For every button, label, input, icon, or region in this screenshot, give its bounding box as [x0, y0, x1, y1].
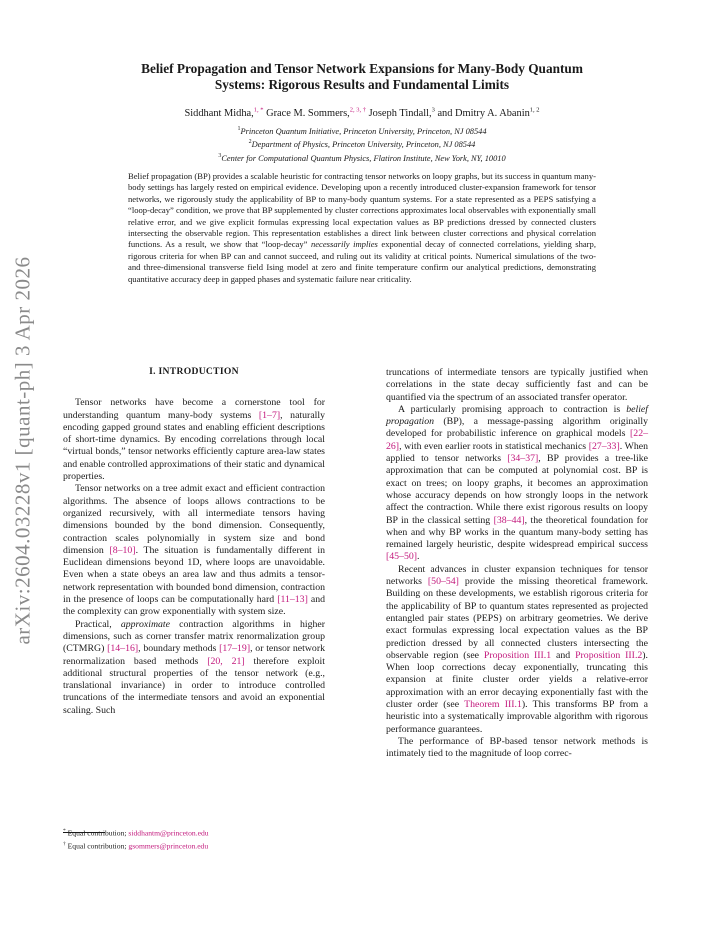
footnote: [63, 826, 325, 839]
email-link[interactable]: siddhantm@princeton.edu: [128, 828, 209, 838]
affiliation-text: Center for Computational Quantum Physics, Flatiron Institute, New York, NY, 10010: [221, 153, 506, 163]
footnote-label: Equal contribution;: [67, 841, 129, 851]
cross-reference-link[interactable]: Theorem III.1: [464, 699, 522, 711]
affiliation-line: [80, 124, 644, 137]
abstract-text: Belief propagation (BP) provides a scalable heuristic for contracting tensor networks on loopy graphs, but its success in quantum many-body settings has largely rested on empirical evidence. Developing upon a recently introduced cluster-expansion framework for tensor networks, we rigorously study the applicability of BP to many-body quantum systems. For a state represented as a PEPS satisfying a “loop-decay” condition, we prove that BP supplemented by cluster corrections approximates local observables with exponentially small relative error, and we give explicit formulas expressing local expectation values as BP predictions dressed by connected clusters intersecting the observable region. This representation establishes a direct link between cluster corrections and physical correlation functions. As a result, we show that “loop-decay”: [128, 171, 596, 250]
citation-link[interactable]: [38–44]: [493, 514, 525, 526]
title-line-2: Systems: Rigorous Results and Fundamental Limits: [214, 77, 510, 92]
cross-reference-link[interactable]: Proposition III.1: [483, 649, 552, 661]
footnote-mark: †: [63, 840, 66, 847]
author-affil-mark: 3: [431, 106, 435, 114]
affiliation-number: 3: [218, 152, 222, 159]
paragraph: Tensor networks have become a cornerstone tool for understanding quantum many-body systems [1–7], naturally encoding gapped ground states and enabling efficient descriptions of short-time dynamics. By encoding correlations through local “virtual bonds,” tensor networks efficiently capture area-law states and enable controlled approximations of their static and dynamical properties.: [63, 397, 326, 483]
affiliation-text: Princeton Quantum Initiative, Princeton University, Princeton, NJ 08544: [240, 126, 487, 136]
author-affil-mark[interactable]: 2, 3, †: [349, 106, 367, 114]
author-name: and Dmitry A. Abanin: [437, 108, 530, 119]
citation-link[interactable]: [17–19]: [219, 643, 251, 655]
author-name: Siddhant Midha,: [184, 108, 254, 119]
right-column: [386, 367, 648, 761]
abstract: [128, 171, 596, 285]
paragraph: Practical, approximate contraction algorithms in higher dimensions, such as corner transfer matrix renormalization group (CTMRG) [14–16], boundary methods [17–19], or tensor network renormalization based methods [20, 21] therefore exploit additional structural properties of the tensor network (e.g., translational invariance) in order to introduce controlled truncations of the intermediate tensors and avoid an exponential scaling. Such: [63, 618, 326, 716]
affiliation-number: 2: [248, 139, 252, 146]
affiliation-number: 1: [237, 126, 241, 132]
paragraph: A particularly promising approach to contraction is belief propagation (BP), a message-passing algorithm originally developed for probabilistic inference on graphical models [22–26], with even earlier roots in statistical mechanics [27–33]. When applied to tensor networks [34–37], BP provides a tree-like approximation that can be computed at polynomial cost. BP is exact on trees; on loopy graphs, it becomes an approximation whose accuracy depends on how strongly loops in the network affect the contraction. While there exist rigorous results on loopy BP in the classical setting [38–44], the theoretical foundation for when and why BP works in the quantum many-body setting has remained largely heuristic, despite widespread empirical success [45–50].: [386, 403, 648, 563]
citation-link[interactable]: [20, 21]: [207, 655, 245, 667]
citation-link[interactable]: [1–7]: [258, 409, 281, 421]
affiliations: [80, 124, 644, 164]
arxiv-identifier: arXiv:2604.03228v1 [quant-ph] 3 Apr 2026: [10, 255, 35, 645]
citation-link[interactable]: [27–33]: [588, 440, 620, 452]
paragraph: truncations of intermediate tensors are typically justified when correlations in the state decay sufficiently fast and can be quantified via the spectrum of an associated transfer operator.: [386, 367, 648, 403]
citation-link[interactable]: [50–54]: [427, 576, 459, 588]
footnotes: [63, 826, 325, 851]
footnote-mark: *: [63, 828, 66, 834]
section-heading: I. INTRODUCTION: [149, 366, 239, 377]
author-list: [80, 107, 644, 120]
paper-title: [80, 61, 644, 93]
arxiv-sidebar: [3, 240, 43, 660]
citation-link[interactable]: [8–10]: [109, 544, 136, 556]
abstract-emphasis: necessarily implies: [310, 239, 378, 250]
email-link[interactable]: gsommers@princeton.edu: [128, 841, 209, 851]
abstract-text: exponential decay of connected correlations, yielding sharp, rigorous criteria for when BP can and cannot succeed, and ruling out its validity at critical points. Numerical simulations of the two- and three-dimensional transverse field Ising model at zero and finite temperature confirm our analytical predictions, demonstrating quantitative accuracy deep in gapped phases and systematic failure near criticality.: [128, 239, 596, 284]
author-name: Grace M. Sommers,: [266, 108, 350, 119]
citation-link[interactable]: [11–13]: [277, 594, 308, 606]
author-affil-mark: 1, 2: [529, 106, 540, 114]
paragraph: The performance of BP-based tensor network methods is intimately tied to the magnitude of loop correc-: [386, 735, 648, 760]
author-name: Joseph Tindall,: [368, 108, 432, 119]
cross-reference-link[interactable]: Proposition III.2: [575, 649, 643, 661]
citation-link[interactable]: [22–26]: [386, 428, 648, 452]
paragraph: Tensor networks on a tree admit exact and efficient contraction algorithms. The absence of loops allows contractions to be organized recursively, with all intermediate tensors having dimensions bounded by the bond dimension. Consequently, contraction scales polynomially in system size and bond dimension [8–10]. The situation is fundamentally different in Euclidean dimensions beyond 1D, where loops are unavoidable. Even when a state obeys an area law and thus admits a tensor-network representation with bounded bond dimension, contraction in the presence of loops can be computationally hard [11–13] and the complexity can grow exponentially with system size.: [63, 483, 325, 618]
citation-link[interactable]: [14–16]: [107, 643, 139, 655]
affiliation-line: [80, 137, 644, 150]
footnote-label: Equal contribution;: [67, 828, 129, 838]
affiliation-line: [80, 151, 644, 164]
author-affil-mark[interactable]: 1, *: [253, 106, 264, 114]
citation-link[interactable]: [34–37]: [507, 453, 539, 465]
affiliation-text: Department of Physics, Princeton University, Princeton, NJ 08544: [251, 140, 476, 150]
citation-link[interactable]: [45–50]: [386, 551, 418, 563]
title-line-1: Belief Propagation and Tensor Network Expansions for Many-Body Quantum: [141, 61, 583, 76]
footnote: [63, 839, 325, 852]
left-column: [63, 366, 325, 717]
paragraph: Recent advances in cluster expansion techniques for tensor networks [50–54] provide the missing theoretical framework. Building on these developments, we establish rigorous criteria for the applicability of BP to quantum states represented as projected entangled pair states (PEPS) on arbitrary geometries. We derive exact formulas expressing local expectation values as the BP prediction dressed by all connected clusters intersecting the observable region (see Proposition III.1 and Proposition III.2). When loop corrections decay exponentially, truncating this expansion at finite cluster order yields a relative-error approximation with an error decaying exponentially fast with the cluster order (see Theorem III.1). This transforms BP from a heuristic into a systematically improvable algorithm with rigorous performance guarantees.: [386, 563, 649, 735]
